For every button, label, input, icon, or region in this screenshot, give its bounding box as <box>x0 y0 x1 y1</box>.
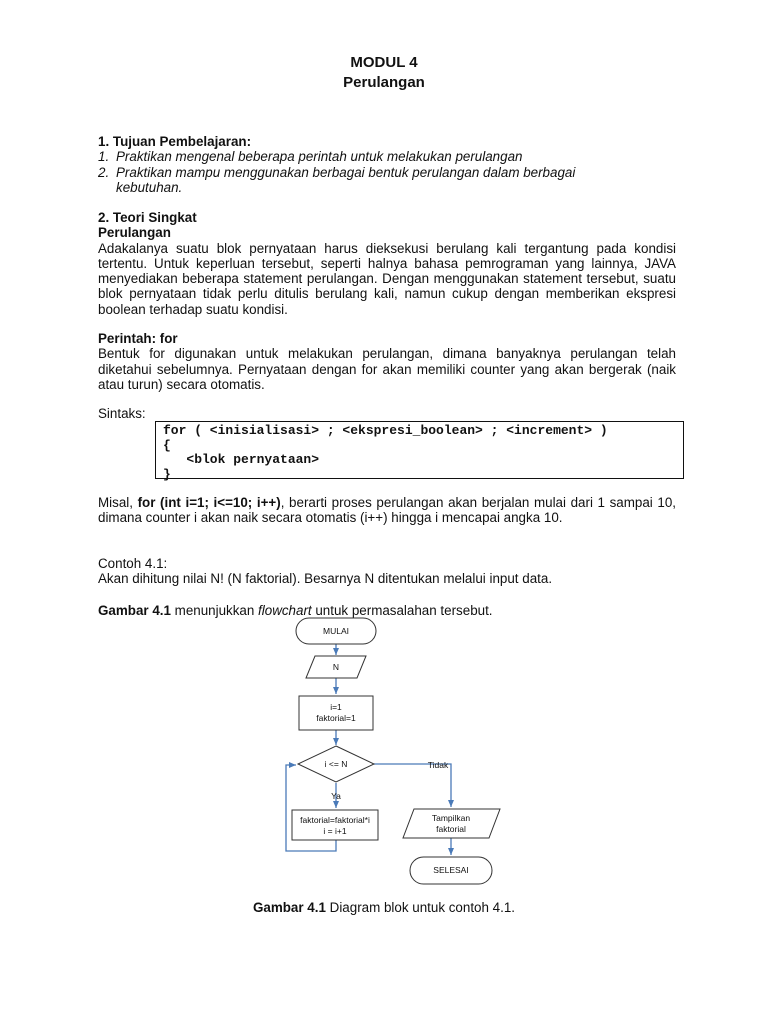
for-paragraph: Bentuk for digunakan untuk melakukan perulangan, dimana banyaknya perulangan telah diketahui sebelumnya. Pernyataan dengan for akan memiliki counter yang akan bergerak (naik atau turun) secara otomatis. <box>98 346 676 392</box>
process-label-2: i = i+1 <box>323 826 347 836</box>
section2-heading: 2. Teori Singkat <box>98 210 197 225</box>
start-label: MULAI <box>323 626 349 636</box>
module-title: MODUL 4 <box>350 54 418 71</box>
yes-label: Ya <box>331 791 341 801</box>
contoh-title: Contoh 4.1: <box>98 556 168 571</box>
module-subtitle: Perulangan <box>343 74 425 91</box>
misal-code: for (int i=1; i<=10; i++) <box>137 495 281 510</box>
figure-caption <box>0 900 768 915</box>
figure-ref-italic: flowchart <box>258 603 312 618</box>
output-label-2: faktorial <box>436 824 466 834</box>
looping-subheading: Perulangan <box>98 225 171 241</box>
code-line: { <box>163 437 171 453</box>
syntax-label: Sintaks: <box>98 406 146 421</box>
no-label: Tidak <box>427 760 449 770</box>
caption-bold: Gambar 4.1 <box>252 900 326 915</box>
for-heading: Perintah: for <box>98 331 178 346</box>
decision-label: i <= N <box>324 759 348 769</box>
no-branch-line <box>374 764 451 807</box>
output-label-1: Tampilkan <box>431 813 471 823</box>
contoh-text: Akan dihitung nilai N! (N faktorial). Besarnya N ditentukan melalui input data. <box>98 571 553 587</box>
figure-ref-mid: menunjukkan <box>170 603 259 618</box>
process-label-1: faktorial=faktorial*i <box>300 815 370 825</box>
misal-rest: , berarti proses perulangan akan berjalan mulai dari 1 sampai 10, dimana counter i akan naik secara otomatis (i++) hingga i mencapai angka 10. <box>98 495 676 526</box>
caption-text: Diagram blok untuk contoh 4.1. <box>325 900 516 915</box>
figure-ref-bold: Gambar 4.1 <box>98 603 171 618</box>
objective-text: Praktikan mampu menggunakan berbagai bentuk perulangan dalam berbagai kebutuhan. <box>116 164 576 195</box>
section1-heading: 1. Tujuan Pembelajaran: <box>98 134 252 149</box>
objective-number: 2. <box>98 164 110 180</box>
figure-ref-end: untuk permasalahan tersebut. <box>311 603 493 618</box>
objective-text: Praktikan mengenal beberapa perintah untuk melakukan perulangan <box>116 149 523 165</box>
objective-number: 1. <box>98 149 110 165</box>
misal-prefix: Misal, <box>98 495 138 510</box>
init-label-2: faktorial=1 <box>316 713 356 723</box>
code-line: <blok pernyataan> <box>163 452 320 467</box>
code-line: } <box>163 466 171 482</box>
theory-paragraph: Adakalanya suatu blok pernyataan harus dieksekusi berulang kali tergantung pada kondisi tertentu. Untuk keperluan tersebut, seperti halnya bahasa pemrograman yang lainnya, JAVA menyediakan beberapa statement perulangan. Dengan menggunakan statement tersebut, suatu blok pernyataan tidak perlu ditulis berulang kali, namun cukup dengan memberikan ekspresi boolean terhadap suatu kondisi. <box>98 240 676 317</box>
input-label: N <box>332 662 340 672</box>
end-label: SELESAI <box>433 865 469 875</box>
init-label-1: i=1 <box>330 702 342 712</box>
code-line: for ( <inisialisasi> ; <ekspresi_boolean> ; <increment> ) <box>163 423 608 438</box>
